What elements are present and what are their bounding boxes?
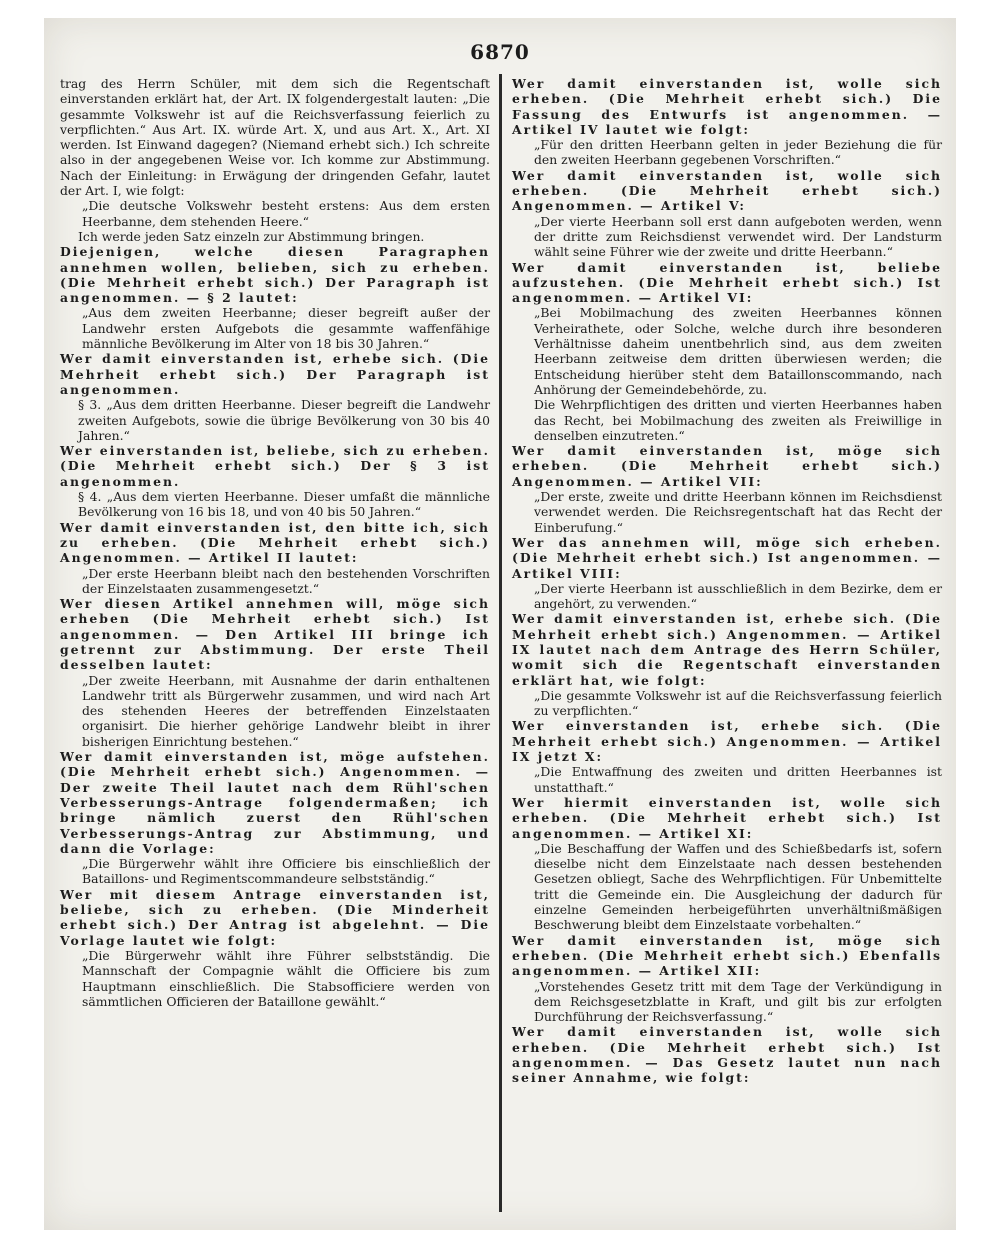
vote-statement: Wer damit einverstanden ist, erhebe sich. (Die Mehrheit erhebt sich.) Der Paragraph ist angenommen. xyxy=(60,351,490,397)
vote-statement: Wer einverstanden ist, erhebe sich. (Die Mehrheit erhebt sich.) Angenommen. — Artikel IX jetzt X: xyxy=(512,718,942,765)
quoted-article: „Die Bürgerwehr wählt ihre Officiere bis einschließlich der Bataillons- und Regimentscommandeure selbstständig.“ xyxy=(82,856,490,887)
vote-statement: Wer einverstanden ist, beliebe, sich zu erheben. (Die Mehrheit erhebt sich.) Der § 3 ist angenommen. xyxy=(60,443,490,489)
vote-statement: Wer damit einverstanden ist, den bitte ich, sich zu erheben. (Die Mehrheit erhebt sich.) Angenommen. — Artikel II lautet: xyxy=(60,519,490,566)
quoted-article: „Die deutsche Volkswehr besteht erstens: Aus dem ersten Heerbanne, dem stehenden Heere.“ xyxy=(82,198,490,229)
quoted-article: „Die Bürgerwehr wählt ihre Führer selbstständig. Die Mannschaft der Compagnie wählt die Officiere bis zum Hauptmann einschließlich. Die Stabsofficiere werden von sämmtlichen Officieren der Bataillone gewählt.“ xyxy=(82,947,490,1009)
vote-statement: Wer damit einverstanden ist, wolle sich erheben. (Die Mehrheit erhebt sich.) Ist angenommen. — Das Gesetz lautet nun nach seiner Annahme, wie folgt: xyxy=(512,1024,942,1086)
paragraph: trag des Herrn Schüler, mit dem sich die Regentschaft einverstanden erklärt hat, der Art. IX folgendergestalt lauten: „Die gesammte Volkswehr ist auf die Reichsverfassung feierlich zu verpflichten.“ Aus Art. IX. würde Art. X, und aus Art. X., Art. XI werden. Ist Einwand dagegen? (Niemand erhebt sich.) Ich schreite also in der angegebenen Weise vor. Ich komme zur Abstimmung. Nach der Einleitung: in Erwägung der dringenden Gefahr, lautet der Art. I, wie folgt: xyxy=(60,76,490,199)
quoted-article: „Die Entwaffnung des zweiten und dritten Heerbannes ist unstatthaft.“ xyxy=(534,764,942,795)
vote-statement: Diejenigen, welche diesen Paragraphen annehmen wollen, belieben, sich zu erheben. (Die Mehrheit erhebt sich.) Der Paragraph ist angenommen. — § 2 lautet: xyxy=(60,244,490,306)
paragraph: § 4. „Aus dem vierten Heerbanne. Dieser umfaßt die männliche Bevölkerung von 16 bis 18, und von 40 bis 50 Jahren.“ xyxy=(78,489,490,520)
quoted-article: Die Wehrpflichtigen des dritten und vierten Heerbannes haben das Recht, bei Mobilmachung des zweiten als Freiwillige in denselben einzutreten.“ xyxy=(534,397,942,443)
vote-statement: Wer damit einverstanden ist, wolle sich erheben. (Die Mehrheit erhebt sich.) Die Fassung des Entwurfs ist angenommen. — Artikel IV lautet wie folgt: xyxy=(512,76,942,137)
column-divider xyxy=(499,74,502,1212)
paragraph: § 3. „Aus dem dritten Heerbanne. Dieser begreift die Landwehr zweiten Aufgebots, sowie die übrige Bevölkerung von 30 bis 40 Jahren.“ xyxy=(78,397,490,443)
vote-statement: Wer das annehmen will, möge sich erheben. (Die Mehrheit erhebt sich.) Ist angenommen. — Artikel VIII: xyxy=(512,534,942,581)
vote-statement: Wer damit einverstanden ist, beliebe aufzustehen. (Die Mehrheit erhebt sich.) Ist angenommen. — Artikel VI: xyxy=(512,259,942,306)
page-number: 6870 xyxy=(470,40,530,64)
quoted-article: „Der erste, zweite und dritte Heerbann können im Reichsdienst verwendet werden. Die Reichsregentschaft hat das Recht der Einberufung.“ xyxy=(534,489,942,535)
vote-statement: Wer hiermit einverstanden ist, wolle sich erheben. (Die Mehrheit erhebt sich.) Ist angenommen. — Artikel XI: xyxy=(512,794,942,841)
quoted-article: „Der vierte Heerbann soll erst dann aufgeboten werden, wenn der dritte zum Reichsdienst verwendet wird. Der Landsturm wählt seine Führer wie der zweite und dritte Heerbann.“ xyxy=(534,213,942,260)
quoted-article: „Der zweite Heerbann, mit Ausnahme der darin enthaltenen Landwehr tritt als Bürgerwehr zusammen, und wird nach Art des stehenden Heeres der betreffenden Einzelstaaten organisirt. Die hierher gehörige Landwehr bleibt in ihrer bisherigen Einrichtung bestehen.“ xyxy=(82,672,490,749)
document-page xyxy=(44,18,956,1230)
quoted-article: „Vorstehendes Gesetz tritt mit dem Tage der Verkündigung in dem Reichsgesetzblatte in Kraft, und gilt bis zur erfolgten Durchführung der Reichsverfassung.“ xyxy=(534,978,942,1025)
quoted-article: „Aus dem zweiten Heerbanne; dieser begreift außer der Landwehr ersten Aufgebots die gesammte waffenfähige männliche Bevölkerung im Alter von 18 bis 30 Jahren.“ xyxy=(82,305,490,352)
vote-statement: Wer mit diesem Antrage einverstanden ist, beliebe, sich zu erheben. (Die Minderheit erhebt sich.) Der Antrag ist abgelehnt. — Die Vorlage lautet wie folgt: xyxy=(60,886,490,948)
quoted-article: „Die gesammte Volkswehr ist auf die Reichsverfassung feierlich zu verpflichten.“ xyxy=(534,687,942,719)
right-column xyxy=(512,76,942,1086)
quoted-article: „Der vierte Heerbann ist ausschließlich in dem Bezirke, dem er angehört, zu verwenden.“ xyxy=(534,580,942,612)
vote-statement: Wer damit einverstanden ist, möge sich erheben. (Die Mehrheit erhebt sich.) Angenommen. — Artikel VII: xyxy=(512,443,942,489)
vote-statement: Wer damit einverstanden ist, wolle sich erheben. (Die Mehrheit erhebt sich.) Angenommen. — Artikel V: xyxy=(512,167,942,214)
vote-statement: Wer damit einverstanden ist, erhebe sich. (Die Mehrheit erhebt sich.) Angenommen. — Artikel IX lautet nach dem Antrage des Herrn Schüler, womit sich die Regentschaft einverstanden erklärt hat, wie folgt: xyxy=(512,611,942,688)
vote-statement: Wer damit einverstanden ist, möge sich erheben. (Die Mehrheit erhebt sich.) Ebenfalls angenommen. — Artikel XII: xyxy=(512,932,942,979)
left-column xyxy=(60,76,490,1009)
quoted-article: „Der erste Heerbann bleibt nach den bestehenden Vorschriften der Einzelstaaten zusammengesetzt.“ xyxy=(82,565,490,596)
quoted-article: „Für den dritten Heerbann gelten in jeder Beziehung die für den zweiten Heerbann gegebenen Vorschriften.“ xyxy=(534,137,942,168)
paragraph: Ich werde jeden Satz einzeln zur Abstimmung bringen. xyxy=(78,228,425,244)
quoted-article: „Die Beschaffung der Waffen und des Schießbedarfs ist, sofern dieselbe nicht dem Einzelstaate nach dessen bestehenden Gesetzen obliegt, Sache des Wehrpflichtigen. Für Unbemittelte tritt die Gemeinde ein. Die Ausgleichung der dadurch für einzelne Gemeinden herbeigeführten unverhältnißmäßigen Beschwerung bleibt dem Einzelstaate vorbehalten.“ xyxy=(534,840,942,933)
vote-statement: Wer damit einverstanden ist, möge aufstehen. (Die Mehrheit erhebt sich.) Angenommen. — Der zweite Theil lautet nach dem Rühl'schen Verbesserungs-Antrage folgendermaßen; ich bringe nämlich zuerst den Rühl'schen Verbesserungs-Antrag zur Abstimmung, und dann die Vorlage: xyxy=(60,749,490,856)
vote-statement: Wer diesen Artikel annehmen will, möge sich erheben (Die Mehrheit erhebt sich.) Ist angenommen. — Den Artikel III bringe ich getrennt zur Abstimmung. Der erste Theil desselben lautet: xyxy=(60,596,490,673)
quoted-article: „Bei Mobilmachung des zweiten Heerbannes können Verheirathete, oder Solche, welche durch ihre besonderen Verhältnisse daheim unentbehrlich sind, aus dem zweiten Heerbann zeitweise dem dritten überwiesen werden; die Entscheidung hierüber steht dem Bataillonscommando, nach Anhörung der Gemeindebehörde, zu. xyxy=(534,305,942,397)
